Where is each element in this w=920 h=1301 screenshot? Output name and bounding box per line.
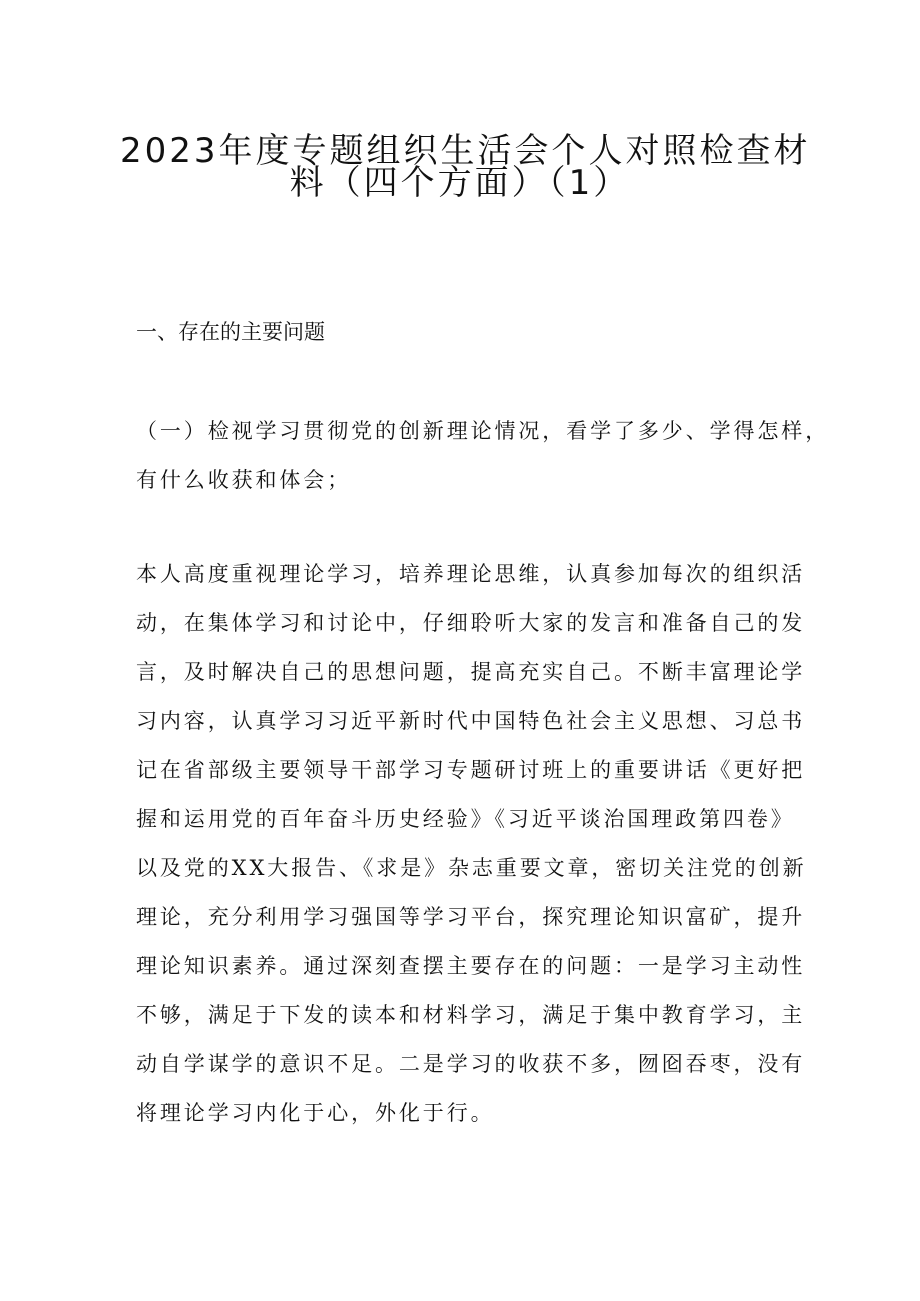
body-line: 本人高度重视理论学习，培养理论思维，认真参加每次的组织活 (136, 562, 806, 586)
body-line: 习内容，认真学习习近平新时代中国特色社会主义思想、习总书 (136, 709, 806, 733)
subheading-line: （一）检视学习贯彻党的创新理论情况，看学了多少、学得怎样， (136, 419, 830, 443)
document-title-line-2: 料（四个方面）（1） (289, 163, 631, 203)
body-line: 不够，满足于下发的读本和材料学习，满足于集中教育学习，主 (136, 1003, 806, 1027)
body-line: 将理论学习内化于心，外化于行。 (136, 1101, 495, 1125)
body-line: 握和运用党的百年奋斗历史经验》《习近平谈治国理政第四卷》 (136, 807, 795, 831)
section-heading: 一、存在的主要问题 (136, 320, 325, 344)
body-line: 理论，充分利用学习强国等学习平台，探究理论知识富矿，提升 (136, 905, 806, 929)
body-line: 言，及时解决自己的思想问题，提高充实自己。不断丰富理论学 (136, 660, 806, 684)
body-line: 动自学谋学的意识不足。二是学习的收获不多，囫囵吞枣，没有 (136, 1052, 806, 1076)
body-line: 动，在集体学习和讨论中，仔细聆听大家的发言和准备自己的发 (136, 611, 806, 635)
body-paragraph (136, 550, 807, 1138)
body-line: 记在省部级主要领导干部学习专题研讨班上的重要讲话《更好把 (136, 758, 806, 782)
body-line: 理论知识素养。通过深刻查摆主要存在的问题：一是学习主动性 (136, 954, 806, 978)
document-title-line-1: 2023年度专题组织生活会个人对照检查材 (120, 131, 811, 171)
subheading (136, 407, 830, 505)
subheading-line: 有什么收获和体会； (136, 468, 352, 492)
body-line: 以及党的XX大报告、《求是》杂志重要文章，密切关注党的创新 (136, 856, 807, 880)
